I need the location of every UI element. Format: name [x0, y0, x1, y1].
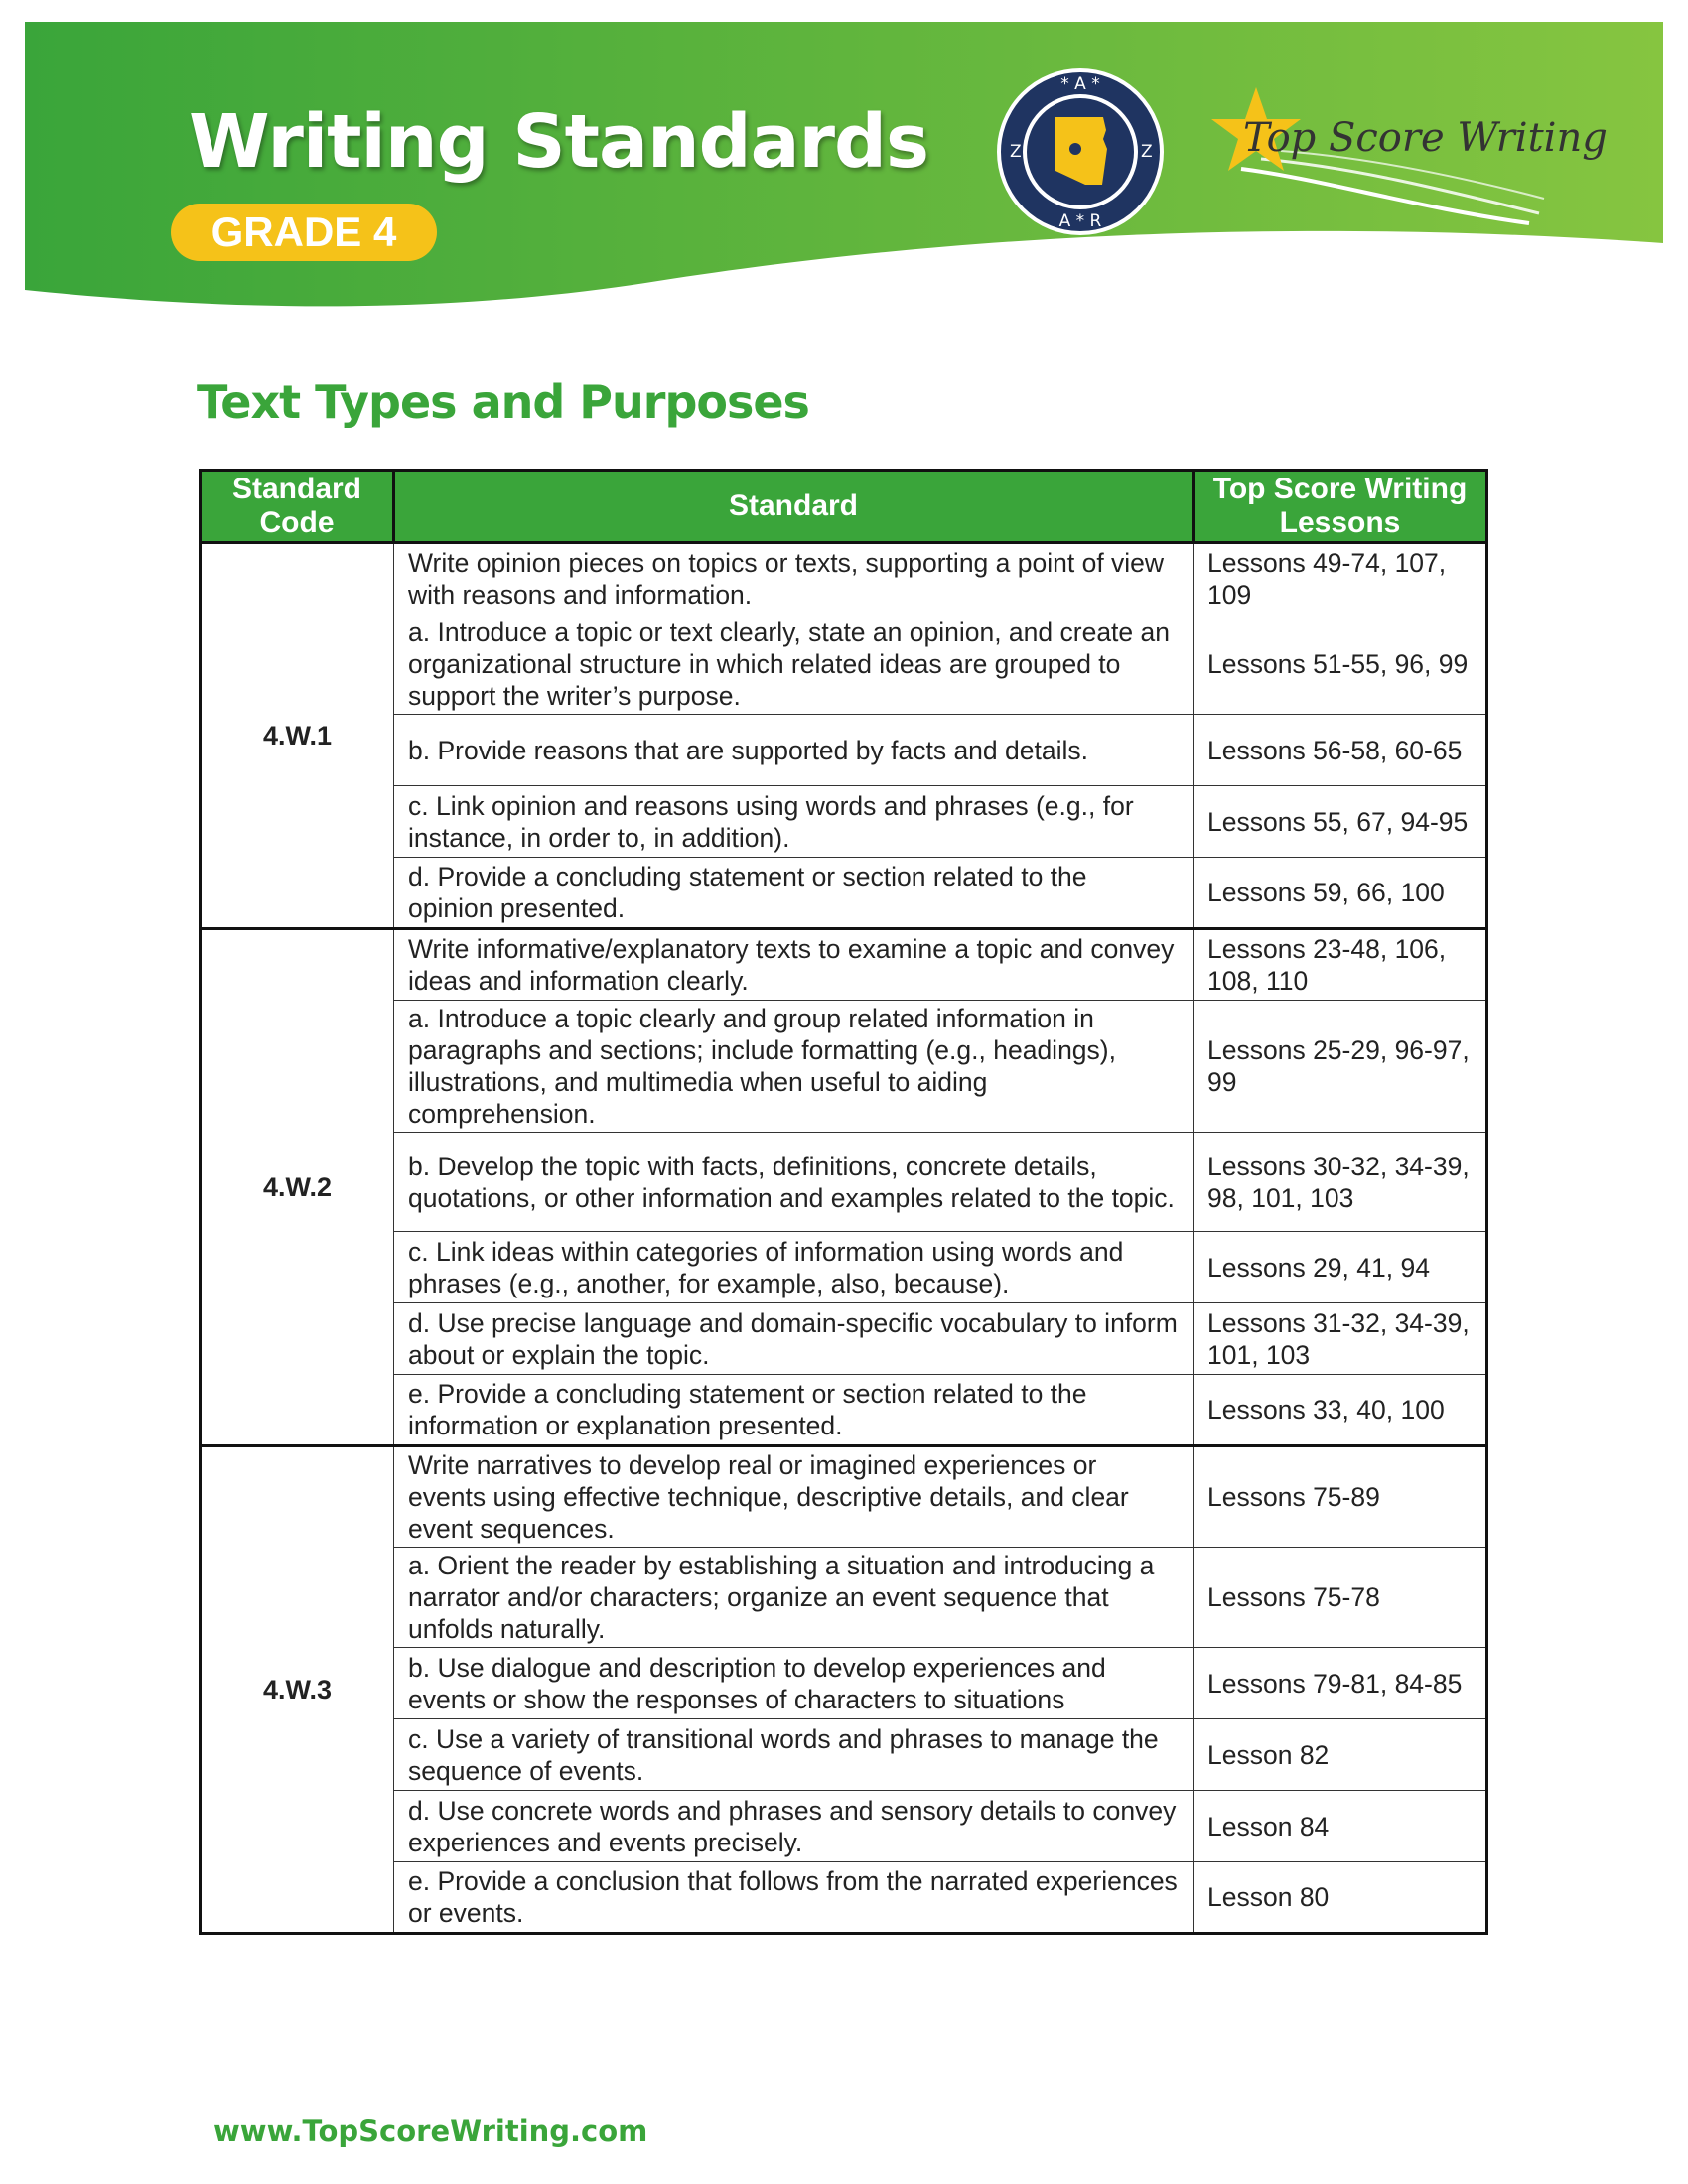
standard-text: c. Use a variety of transitional words and phrases to manage the sequence of events.: [394, 1719, 1194, 1791]
svg-text:A * R: A * R: [1058, 211, 1102, 231]
column-header-code: Standard Code: [201, 471, 394, 543]
lessons-cell: Lesson 80: [1194, 1862, 1487, 1934]
lessons-cell: Lessons 25-29, 96-97, 99: [1194, 1001, 1487, 1133]
table-row: [201, 929, 1487, 1001]
standard-text: c. Link opinion and reasons using words and phrases (e.g., for instance, in order to, in addition).: [394, 786, 1194, 858]
lessons-cell: Lesson 82: [1194, 1719, 1487, 1791]
table-row: [201, 1133, 1487, 1232]
table-row: [201, 1719, 1487, 1791]
column-header-lessons: Top Score Writing Lessons: [1194, 471, 1487, 543]
table-row: [201, 858, 1487, 929]
table-row: [201, 715, 1487, 786]
lessons-cell: Lessons 29, 41, 94: [1194, 1232, 1487, 1303]
standard-text: b. Provide reasons that are supported by facts and details.: [394, 715, 1194, 786]
standard-text: d. Use concrete words and phrases and sensory details to convey experiences and events precisely.: [394, 1791, 1194, 1862]
lessons-cell: Lessons 31-32, 34-39, 101, 103: [1194, 1303, 1487, 1375]
standard-text: b. Use dialogue and description to develop experiences and events or show the responses of characters to situations: [394, 1648, 1194, 1719]
standard-code: 4.W.3: [201, 1446, 394, 1934]
top-score-writing-logo: [1201, 60, 1608, 228]
standard-code: 4.W.1: [201, 543, 394, 929]
lessons-cell: Lessons 51-55, 96, 99: [1194, 614, 1487, 715]
lessons-cell: Lessons 30-32, 34-39, 98, 101, 103: [1194, 1133, 1487, 1232]
lessons-cell: Lessons 56-58, 60-65: [1194, 715, 1487, 786]
page-title: Writing Standards: [189, 99, 929, 185]
standard-text: c. Link ideas within categories of information using words and phrases (e.g., another, for example, also, because).: [394, 1232, 1194, 1303]
lessons-cell: Lessons 33, 40, 100: [1194, 1375, 1487, 1446]
standard-text: Write informative/explanatory texts to examine a topic and convey ideas and information clearly.: [394, 929, 1194, 1001]
lessons-cell: Lessons 75-89: [1194, 1446, 1487, 1548]
lessons-cell: Lesson 84: [1194, 1791, 1487, 1862]
table-row: [201, 1548, 1487, 1648]
lessons-cell: Lessons 23-48, 106, 108, 110: [1194, 929, 1487, 1001]
grade-badge: GRADE 4: [171, 204, 437, 261]
table-row: [201, 614, 1487, 715]
column-header-standard: Standard: [394, 471, 1194, 543]
standard-code: 4.W.2: [201, 929, 394, 1446]
standard-text: d. Provide a concluding statement or section related to the opinion presented.: [394, 858, 1194, 929]
lessons-cell: Lessons 75-78: [1194, 1548, 1487, 1648]
footer-url[interactable]: www.TopScoreWriting.com: [213, 2115, 648, 2148]
table-row: [201, 1648, 1487, 1719]
table-row: [201, 1446, 1487, 1548]
standard-text: e. Provide a concluding statement or section related to the information or explanation presented.: [394, 1375, 1194, 1446]
table-row: [201, 786, 1487, 858]
table-row: [201, 1303, 1487, 1375]
section-title: Text Types and Purposes: [197, 375, 809, 429]
table-row: [201, 1001, 1487, 1133]
standard-text: a. Orient the reader by establishing a situation and introducing a narrator and/or characters; organize an event sequence that unfolds naturally.: [394, 1548, 1194, 1648]
standard-text: d. Use precise language and domain-specific vocabulary to inform about or explain the topic.: [394, 1303, 1194, 1375]
svg-text:* A *: * A *: [1060, 74, 1100, 94]
standards-table: [199, 469, 1488, 1935]
svg-text:Z: Z: [1010, 142, 1022, 162]
lessons-cell: Lessons 59, 66, 100: [1194, 858, 1487, 929]
table-row: [201, 1862, 1487, 1934]
standard-text: Write narratives to develop real or imagined experiences or events using effective technique, descriptive details, and clear event sequences.: [394, 1446, 1194, 1548]
table-row: [201, 543, 1487, 614]
table-header-row: [201, 471, 1487, 543]
table-row: [201, 1791, 1487, 1862]
lessons-cell: Lessons 55, 67, 94-95: [1194, 786, 1487, 858]
standard-text: a. Introduce a topic clearly and group related information in paragraphs and sections; include formatting (e.g., headings), illustrations, and multimedia when useful to aiding comprehension.: [394, 1001, 1194, 1133]
table-row: [201, 1375, 1487, 1446]
svg-text:Top Score Writing: Top Score Writing: [1243, 115, 1608, 161]
standard-text: Write opinion pieces on topics or texts, supporting a point of view with reasons and information.: [394, 543, 1194, 614]
svg-text:Z: Z: [1141, 142, 1153, 162]
table-row: [201, 1232, 1487, 1303]
lessons-cell: Lessons 79-81, 84-85: [1194, 1648, 1487, 1719]
standard-text: e. Provide a conclusion that follows from the narrated experiences or events.: [394, 1862, 1194, 1934]
standard-text: b. Develop the topic with facts, definitions, concrete details, quotations, or other information and examples related to the topic.: [394, 1133, 1194, 1232]
lessons-cell: Lessons 49-74, 107, 109: [1194, 543, 1487, 614]
standard-text: a. Introduce a topic or text clearly, state an opinion, and create an organizational structure in which related ideas are grouped to support the writer’s purpose.: [394, 614, 1194, 715]
arizona-seal-icon: [996, 68, 1165, 236]
